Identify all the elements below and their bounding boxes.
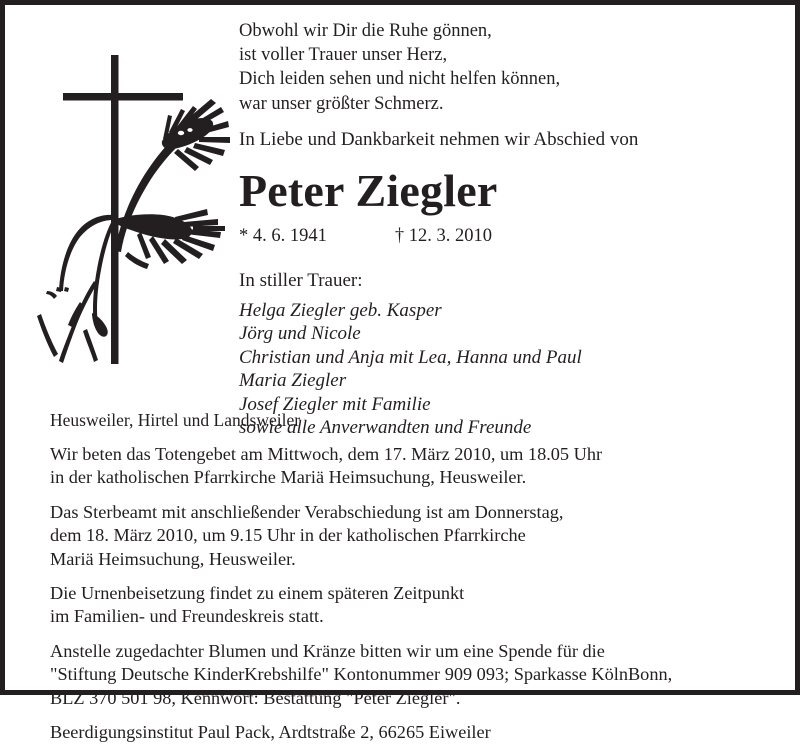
life-dates bbox=[239, 224, 779, 248]
mourner-line: sowie alle Anverwandten und Freunde bbox=[239, 417, 532, 439]
verse-line: Obwohl wir Dir die Ruhe gönnen, bbox=[239, 21, 492, 41]
urn-burial-line: Die Urnenbeisetzung findet zu einem späteren Zeitpunkt bbox=[50, 583, 465, 604]
lower-text-section bbox=[50, 409, 770, 744]
mourner-line: Helga Ziegler geb. Kasper bbox=[239, 299, 442, 321]
cross-with-wheat-icon bbox=[35, 29, 235, 364]
card-inner-area bbox=[7, 7, 793, 743]
verse-line: Dich leiden sehen und nicht helfen können, bbox=[239, 69, 561, 90]
donation-block bbox=[50, 640, 770, 710]
upper-text-column bbox=[239, 19, 779, 440]
mourner-line: Jörg und Nicole bbox=[239, 323, 361, 345]
deceased-name: Peter Ziegler bbox=[239, 164, 498, 216]
donation-line: "Stiftung Deutsche KinderKrebshilfe" Kontonummer 909 093; Sparkasse KölnBonn, bbox=[50, 664, 673, 685]
requiem-service-line: Das Sterbeamt mit anschließender Verabschiedung ist am Donnerstag, bbox=[50, 501, 564, 522]
memorial-verse bbox=[239, 19, 779, 116]
birth-date: * 4. 6. 1941 bbox=[239, 225, 327, 246]
donation-line: Anstelle zugedachter Blumen und Kränze bitten wir um eine Spende für die bbox=[50, 640, 605, 661]
verse-line: war unser größter Schmerz. bbox=[239, 93, 444, 114]
mourner-line: Josef Ziegler mit Familie bbox=[239, 393, 431, 415]
places-line: Heusweiler, Hirtel und Landsweiler bbox=[50, 410, 301, 430]
mourner-line: Maria Ziegler bbox=[239, 370, 347, 392]
verse-line: ist voller Trauer unser Herz, bbox=[239, 45, 448, 66]
mourners-heading: In stiller Trauer: bbox=[239, 269, 363, 291]
death-date: † 12. 3. 2010 bbox=[394, 225, 492, 246]
requiem-service-block bbox=[50, 501, 770, 571]
prayer-service-line: in der katholischen Pfarrkirche Mariä Heimsuchung, Heusweiler. bbox=[50, 467, 527, 488]
donation-line: BLZ 370 501 98, Kennwort: Bestattung "Peter Ziegler". bbox=[50, 687, 461, 708]
prayer-service-block bbox=[50, 443, 770, 490]
requiem-service-line: Mariä Heimsuchung, Heusweiler. bbox=[50, 548, 296, 569]
funeral-home-line: Beerdigungsinstitut Paul Pack, Ardtstraße 2, 66265 Eiweiler bbox=[50, 722, 491, 743]
farewell-statement: In Liebe und Dankbarkeit nehmen wir Abschied von bbox=[239, 128, 639, 150]
urn-burial-block bbox=[50, 582, 770, 629]
mourner-line: Christian und Anja mit Lea, Hanna und Paul bbox=[239, 346, 582, 368]
prayer-service-line: Wir beten das Totengebet am Mittwoch, dem 17. März 2010, um 18.05 Uhr bbox=[50, 444, 603, 464]
urn-burial-line: im Familien- und Freundeskreis statt. bbox=[50, 606, 324, 627]
requiem-service-line: dem 18. März 2010, um 9.15 Uhr in der katholischen Pfarrkirche bbox=[50, 525, 526, 546]
funeral-home-block bbox=[50, 721, 770, 744]
